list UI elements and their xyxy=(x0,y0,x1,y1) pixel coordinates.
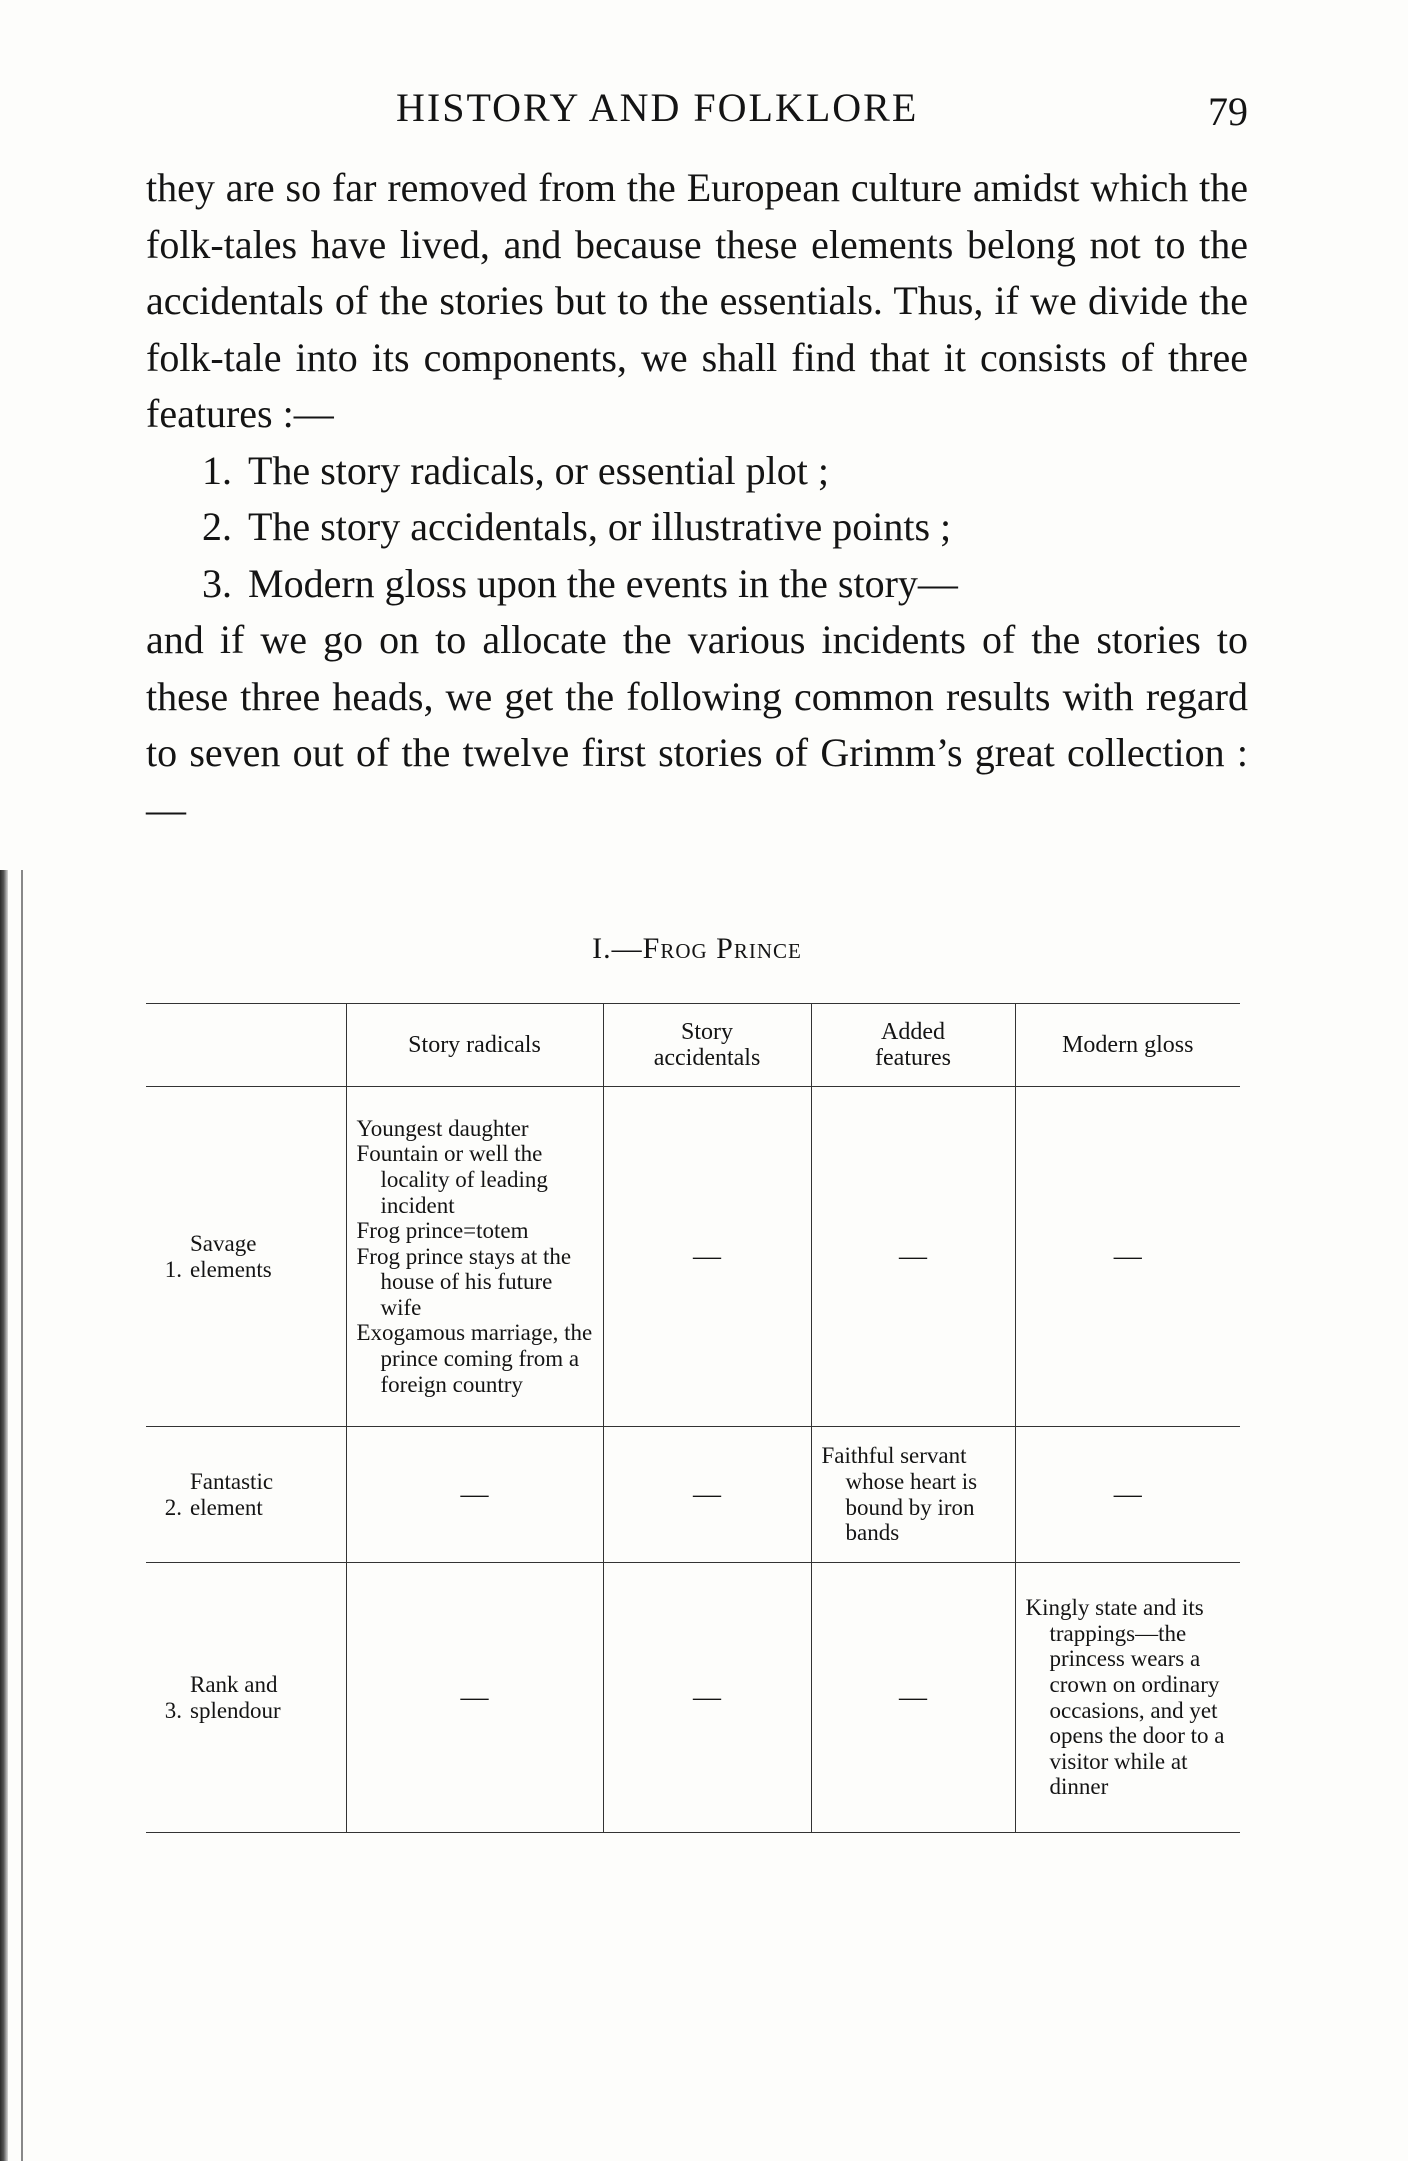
running-title: HISTORY AND FOLKLORE xyxy=(396,85,919,130)
row-label-text: Savage elements xyxy=(190,1230,272,1282)
radical-entry: Frog prince stays at the house of his future wife xyxy=(356,1243,572,1320)
table-header-row xyxy=(146,1004,1240,1087)
header-modern-gloss: Modern gloss xyxy=(1015,1004,1240,1087)
modern-gloss-cell: — xyxy=(1015,1427,1240,1563)
paragraph-2: and if we go on to allocate the various incidents of the stories to these three heads, we get the following common results with regard to seven out of the twelve first stories of Grimm’s great collection :— xyxy=(146,617,1248,832)
body-text xyxy=(146,160,1248,838)
header-blank xyxy=(146,1004,346,1087)
radical-entry: Exogamous marriage, the prince coming from a foreign country xyxy=(356,1320,593,1397)
row-number: 3. xyxy=(164,1697,182,1723)
list-item: 2. The story accidentals, or illustrative points ; xyxy=(242,499,1248,556)
story-radicals-cell: — xyxy=(346,1427,603,1563)
list-item: 3. Modern gloss upon the events in the story— xyxy=(242,556,1248,613)
story-accidentals-cell: — xyxy=(603,1087,811,1427)
radical-entry: Youngest daughter xyxy=(356,1115,529,1141)
story-radicals-cell xyxy=(346,1087,603,1427)
running-header xyxy=(146,84,1248,134)
frog-prince-table xyxy=(146,1003,1240,1833)
page-number: 79 xyxy=(1208,89,1248,134)
row-number: 2. xyxy=(164,1494,182,1520)
added-features-cell: — xyxy=(811,1563,1015,1833)
header-added-features: Added features xyxy=(811,1004,1015,1087)
story-accidentals-cell: — xyxy=(603,1563,811,1833)
row-number: 1. xyxy=(164,1256,182,1282)
row-label xyxy=(146,1427,346,1563)
page-binding-shadow xyxy=(0,870,8,2161)
table-row xyxy=(146,1427,1240,1563)
table-row xyxy=(146,1087,1240,1427)
story-radicals-cell: — xyxy=(346,1563,603,1833)
added-features-cell: Faithful servant whose heart is bound by iron bands xyxy=(811,1427,1015,1563)
row-label-text: Fantastic element xyxy=(190,1468,274,1520)
header-story-radicals: Story radicals xyxy=(346,1004,603,1087)
radical-entry: Fountain or well the locality of leading incident xyxy=(356,1141,548,1218)
table-row xyxy=(146,1563,1240,1833)
page-edge-line xyxy=(21,870,23,2161)
table-caption: I.—Frog Prince xyxy=(592,932,802,965)
modern-gloss-cell: — xyxy=(1015,1087,1240,1427)
story-accidentals-cell: — xyxy=(603,1427,811,1563)
component-list xyxy=(146,443,1248,613)
list-item: 1. The story radicals, or essential plot ; xyxy=(242,443,1248,500)
row-label xyxy=(146,1563,346,1833)
modern-gloss-cell: Kingly state and its trappings—the princess wears a crown on ordinary occasions, and yet opens the door to a visitor while at dinner xyxy=(1015,1563,1240,1833)
row-label-text: Rank and splendour xyxy=(190,1671,281,1723)
radical-entry: Frog prince=totem xyxy=(356,1218,529,1244)
added-features-cell: — xyxy=(811,1087,1015,1427)
row-label xyxy=(146,1087,346,1427)
paragraph-1: they are so far removed from the European culture amidst which the folk-tales have lived, and because these elements belong not to the accidentals of the stories but to the essentials. Thus, if we divide the folk-tale into its components, we shall find that it consists of three features :— xyxy=(146,165,1248,436)
header-story-accidentals: Story accidentals xyxy=(603,1004,811,1087)
